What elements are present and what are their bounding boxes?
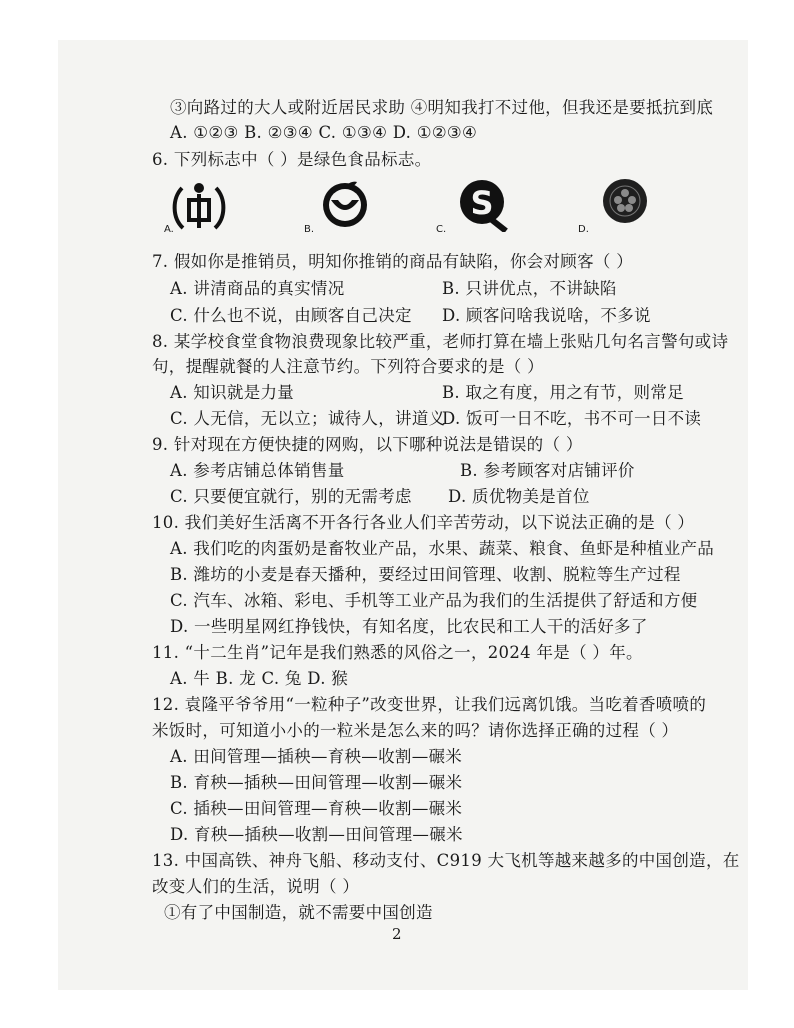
q7-stem: 7. 假如你是推销员，明知你推销的商品有缺陷，你会对顾客（ ）: [152, 252, 634, 271]
q9-option-a: A. 参考店铺总体销售量: [170, 461, 345, 480]
q8-option-a: A. 知识就是力量: [170, 383, 295, 402]
q7-option-c: C. 什么也不说，由顾客自己决定: [170, 306, 412, 325]
logo-c: [436, 176, 510, 235]
logo-b: [304, 176, 372, 235]
q11-options: A. 牛 B. 龙 C. 兔 D. 猴: [170, 669, 349, 688]
q6-logos: [152, 176, 712, 242]
logo-b-label: B.: [304, 224, 315, 235]
q11-stem: 11. “十二生肖”记年是我们熟悉的风俗之一，2024 年是（ ）年。: [152, 643, 643, 662]
q10-option-d: D. 一些明星网红挣钱快，有知名度，比农民和工人干的活好多了: [170, 617, 648, 636]
q12-option-a: A. 田间管理—插秧—育秧—收割—碾米: [170, 747, 463, 766]
q5-option-line: ③向路过的大人或附近居民求助 ④明知我打不过他，但我还是要抵抗到底: [170, 98, 714, 117]
q9-option-c: C. 只要便宜就行，别的无需考虑: [170, 487, 412, 506]
q12-stem-1: 12. 袁隆平爷爷用“一粒种子”改变世界，让我们远离饥饿。当吃着香喷喷的: [152, 695, 707, 714]
q7-option-a: A. 讲清商品的真实情况: [170, 279, 345, 298]
q13-stem-1: 13. 中国高铁、神舟飞船、移动支付、C919 大飞机等越来越多的中国创造，在: [152, 851, 740, 870]
laurel-emblem-icon: [168, 176, 230, 236]
logo-a: [164, 176, 230, 236]
q6-stem: 6. 下列标志中（ ）是绿色食品标志。: [152, 150, 432, 169]
green-food-icon: [318, 176, 372, 230]
q10-option-b: B. 潍坊的小麦是春天播种，要经过田间管理、收割、脱粒等生产过程: [170, 565, 681, 584]
q8-option-b: B. 取之有度，用之有节，则常足: [442, 383, 684, 402]
logo-a-label: A.: [164, 224, 174, 235]
q13-option-1: ①有了中国制造，就不需要中国创造: [164, 903, 433, 922]
logo-d-label: D.: [578, 224, 589, 235]
q5-choices: A. ①②③ B. ②③④ C. ①③④ D. ①②③④: [170, 123, 478, 142]
q12-option-b: B. 育秧—插秧—田间管理—收割—碾米: [170, 773, 463, 792]
seal-emblem-icon: [600, 176, 650, 228]
q13-stem-2: 改变人们的生活，说明（ ）: [152, 877, 360, 896]
q9-stem: 9. 针对现在方便快捷的网购，以下哪种说法是错误的（ ）: [152, 435, 583, 454]
qs-mark-icon: [456, 176, 510, 232]
q12-option-c: C. 插秧—田间管理—育秧—收割—碾米: [170, 799, 463, 818]
q7-option-b: B. 只讲优点，不讲缺陷: [442, 279, 617, 298]
logo-d: [578, 176, 650, 235]
q8-option-d: D. 饭可一日不吃，书不可一日不读: [442, 409, 702, 428]
q12-stem-2: 米饭时，可知道小小的一粒米是怎么来的吗？请你选择正确的过程（ ）: [152, 721, 679, 740]
q8-stem-2: 句，提醒就餐的人注意节约。下列符合要求的是（ ）: [152, 357, 544, 376]
q7-option-d: D. 顾客问啥我说啥，不多说: [442, 306, 651, 325]
q9-option-b: B. 参考顾客对店铺评价: [460, 461, 635, 480]
q10-stem: 10. 我们美好生活离不开各行各业人们辛苦劳动，以下说法正确的是（ ）: [152, 513, 695, 532]
logo-c-symbol: S: [470, 184, 494, 222]
q8-stem-1: 8. 某学校食堂食物浪费现象比较严重，老师打算在墙上张贴几句名言警句或诗: [152, 332, 729, 351]
page-number: 2: [392, 925, 402, 943]
q10-option-a: A. 我们吃的肉蛋奶是畜牧业产品，水果、蔬菜、粮食、鱼虾是种植业产品: [170, 539, 715, 558]
logo-c-label: C.: [436, 224, 447, 235]
q9-option-d: D. 质优物美是首位: [448, 487, 590, 506]
q8-option-c: C. 人无信，无以立；诚待人，讲道义: [170, 409, 446, 428]
q10-option-c: C. 汽车、冰箱、彩电、手机等工业产品为我们的生活提供了舒适和方便: [170, 591, 698, 610]
q12-option-d: D. 育秧—插秧—收割—田间管理—碾米: [170, 825, 463, 844]
